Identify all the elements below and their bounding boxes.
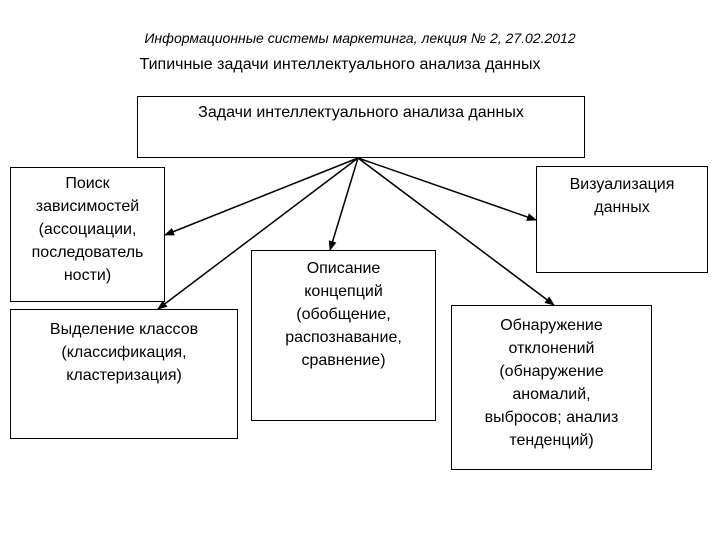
- anomaly-detection-line: Обнаружение: [500, 317, 603, 334]
- dependency-search-line: Поиск: [65, 175, 110, 192]
- dependency-search-line: зависимостей: [35, 198, 140, 215]
- dependency-search-line: последователь: [31, 244, 144, 261]
- concept-description-line: распознавание,: [285, 329, 402, 346]
- lecture-header: Информационные системы маркетинга, лекция № 2, 27.02.2012: [144, 30, 576, 46]
- concept-description-line: (обобщение,: [296, 306, 391, 323]
- anomaly-detection-line: выбросов; анализ: [484, 409, 619, 426]
- anomaly-detection-line: отклонений: [508, 340, 595, 357]
- visualization-box: [536, 166, 708, 273]
- concept-description-line: Описание: [306, 260, 381, 277]
- classification-line: (классификация,: [61, 344, 187, 361]
- classification-line: Выделение классов: [49, 321, 199, 338]
- classification-line: кластеризация): [66, 367, 182, 384]
- slide-title: Типичные задачи интеллектуального анализа данных: [139, 56, 541, 73]
- concept-description-box: [251, 250, 436, 421]
- anomaly-detection-box: [451, 305, 652, 470]
- anomaly-detection-line: (обнаружение: [499, 363, 604, 380]
- arrow-to-concept-description: [330, 158, 358, 250]
- dependency-search-line: (ассоциации,: [38, 221, 137, 238]
- anomaly-detection-line: аномалий,: [512, 386, 591, 403]
- root-task-label: Задачи интеллектуального анализа данных: [198, 104, 524, 121]
- root-task-box: [137, 96, 585, 158]
- arrow-to-dependency-search: [165, 158, 358, 235]
- visualization-line: Визуализация: [569, 176, 675, 193]
- concept-description-line: концепций: [304, 283, 383, 300]
- concept-description-line: сравнение): [301, 352, 386, 369]
- anomaly-detection-line: тенденций): [509, 432, 594, 449]
- dependency-search-box: [10, 167, 165, 302]
- arrow-to-visualization: [358, 158, 536, 220]
- classification-box: [10, 309, 238, 439]
- dependency-search-line: ности): [63, 267, 112, 284]
- visualization-line: данных: [594, 199, 650, 216]
